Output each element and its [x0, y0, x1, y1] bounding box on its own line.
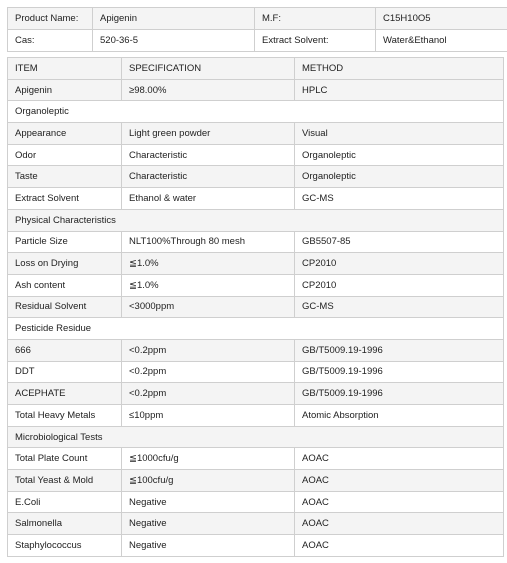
item-cell: E.Coli — [8, 491, 122, 513]
table-row — [8, 361, 504, 383]
table-row — [8, 188, 504, 210]
specification-cell: ≥98.00% — [122, 79, 295, 101]
method-cell: CP2010 — [295, 274, 504, 296]
product-name-value: Apigenin — [93, 8, 255, 30]
method-cell: Visual — [295, 123, 504, 145]
table-row — [8, 144, 504, 166]
info-row-cas — [8, 30, 507, 52]
specification-cell: <0.2ppm — [122, 361, 295, 383]
method-cell: GB5507-85 — [295, 231, 504, 253]
specification-cell: ≦1000cfu/g — [122, 448, 295, 470]
item-cell: Odor — [8, 144, 122, 166]
section-row — [8, 101, 504, 123]
specification-header: SPECIFICATION — [122, 58, 295, 80]
table-row — [8, 253, 504, 275]
table-row — [8, 491, 504, 513]
product-info-table — [7, 7, 507, 52]
method-cell: AOAC — [295, 513, 504, 535]
formula-label: M.F: — [255, 8, 376, 30]
table-row — [8, 339, 504, 361]
cas-value: 520-36-5 — [93, 30, 255, 52]
formula-value: C15H10O5 — [376, 8, 507, 30]
extract-solvent-value: Water&Ethanol — [376, 30, 507, 52]
specification-cell: <0.2ppm — [122, 339, 295, 361]
table-row — [8, 383, 504, 405]
method-cell: AOAC — [295, 448, 504, 470]
specification-cell: Negative — [122, 513, 295, 535]
table-row — [8, 231, 504, 253]
item-cell: Loss on Drying — [8, 253, 122, 275]
item-cell: Residual Solvent — [8, 296, 122, 318]
method-cell: HPLC — [295, 79, 504, 101]
specification-cell: <3000ppm — [122, 296, 295, 318]
method-cell: GB/T5009.19-1996 — [295, 361, 504, 383]
specification-cell: <0.2ppm — [122, 383, 295, 405]
table-row — [8, 535, 504, 557]
table-row — [8, 448, 504, 470]
method-cell: AOAC — [295, 470, 504, 492]
method-cell: CP2010 — [295, 253, 504, 275]
item-cell: Particle Size — [8, 231, 122, 253]
table-row — [8, 79, 504, 101]
item-cell: DDT — [8, 361, 122, 383]
item-cell: ACEPHATE — [8, 383, 122, 405]
table-row — [8, 274, 504, 296]
item-cell: 666 — [8, 339, 122, 361]
method-cell: GB/T5009.19-1996 — [295, 383, 504, 405]
table-row — [8, 123, 504, 145]
item-cell: Extract Solvent — [8, 188, 122, 210]
item-cell: Appearance — [8, 123, 122, 145]
section-title: Pesticide Residue — [8, 318, 504, 340]
method-cell: GC-MS — [295, 188, 504, 210]
specification-cell: Light green powder — [122, 123, 295, 145]
method-cell: Organoleptic — [295, 144, 504, 166]
section-row — [8, 318, 504, 340]
specification-cell: Negative — [122, 535, 295, 557]
method-cell: Atomic Absorption — [295, 405, 504, 427]
item-cell: Total Plate Count — [8, 448, 122, 470]
item-cell: Total Yeast & Mold — [8, 470, 122, 492]
method-cell: Organoleptic — [295, 166, 504, 188]
method-cell: GC-MS — [295, 296, 504, 318]
item-cell: Staphylococcus — [8, 535, 122, 557]
item-cell: Apigenin — [8, 79, 122, 101]
section-row — [8, 209, 504, 231]
section-row — [8, 426, 504, 448]
specification-cell: NLT100%Through 80 mesh — [122, 231, 295, 253]
cas-label: Cas: — [8, 30, 93, 52]
specification-cell: Ethanol & water — [122, 188, 295, 210]
specification-cell: ≤10ppm — [122, 405, 295, 427]
method-cell: GB/T5009.19-1996 — [295, 339, 504, 361]
info-row-product — [8, 8, 507, 30]
table-row — [8, 513, 504, 535]
specification-cell: ≦1.0% — [122, 274, 295, 296]
specification-cell: Characteristic — [122, 166, 295, 188]
method-cell: AOAC — [295, 535, 504, 557]
table-row — [8, 166, 504, 188]
table-header-row — [8, 58, 504, 80]
item-cell: Taste — [8, 166, 122, 188]
item-cell: Ash content — [8, 274, 122, 296]
section-title: Microbiological Tests — [8, 426, 504, 448]
method-cell: AOAC — [295, 491, 504, 513]
table-row — [8, 470, 504, 492]
specification-cell: Negative — [122, 491, 295, 513]
specification-cell: ≦1.0% — [122, 253, 295, 275]
specification-table — [7, 57, 504, 557]
section-title: Physical Characteristics — [8, 209, 504, 231]
specification-cell: ≦100cfu/g — [122, 470, 295, 492]
product-name-label: Product Name: — [8, 8, 93, 30]
table-row — [8, 296, 504, 318]
section-title: Organoleptic — [8, 101, 504, 123]
table-row — [8, 405, 504, 427]
item-header: ITEM — [8, 58, 122, 80]
extract-solvent-label: Extract Solvent: — [255, 30, 376, 52]
item-cell: Salmonella — [8, 513, 122, 535]
method-header: METHOD — [295, 58, 504, 80]
item-cell: Total Heavy Metals — [8, 405, 122, 427]
specification-cell: Characteristic — [122, 144, 295, 166]
